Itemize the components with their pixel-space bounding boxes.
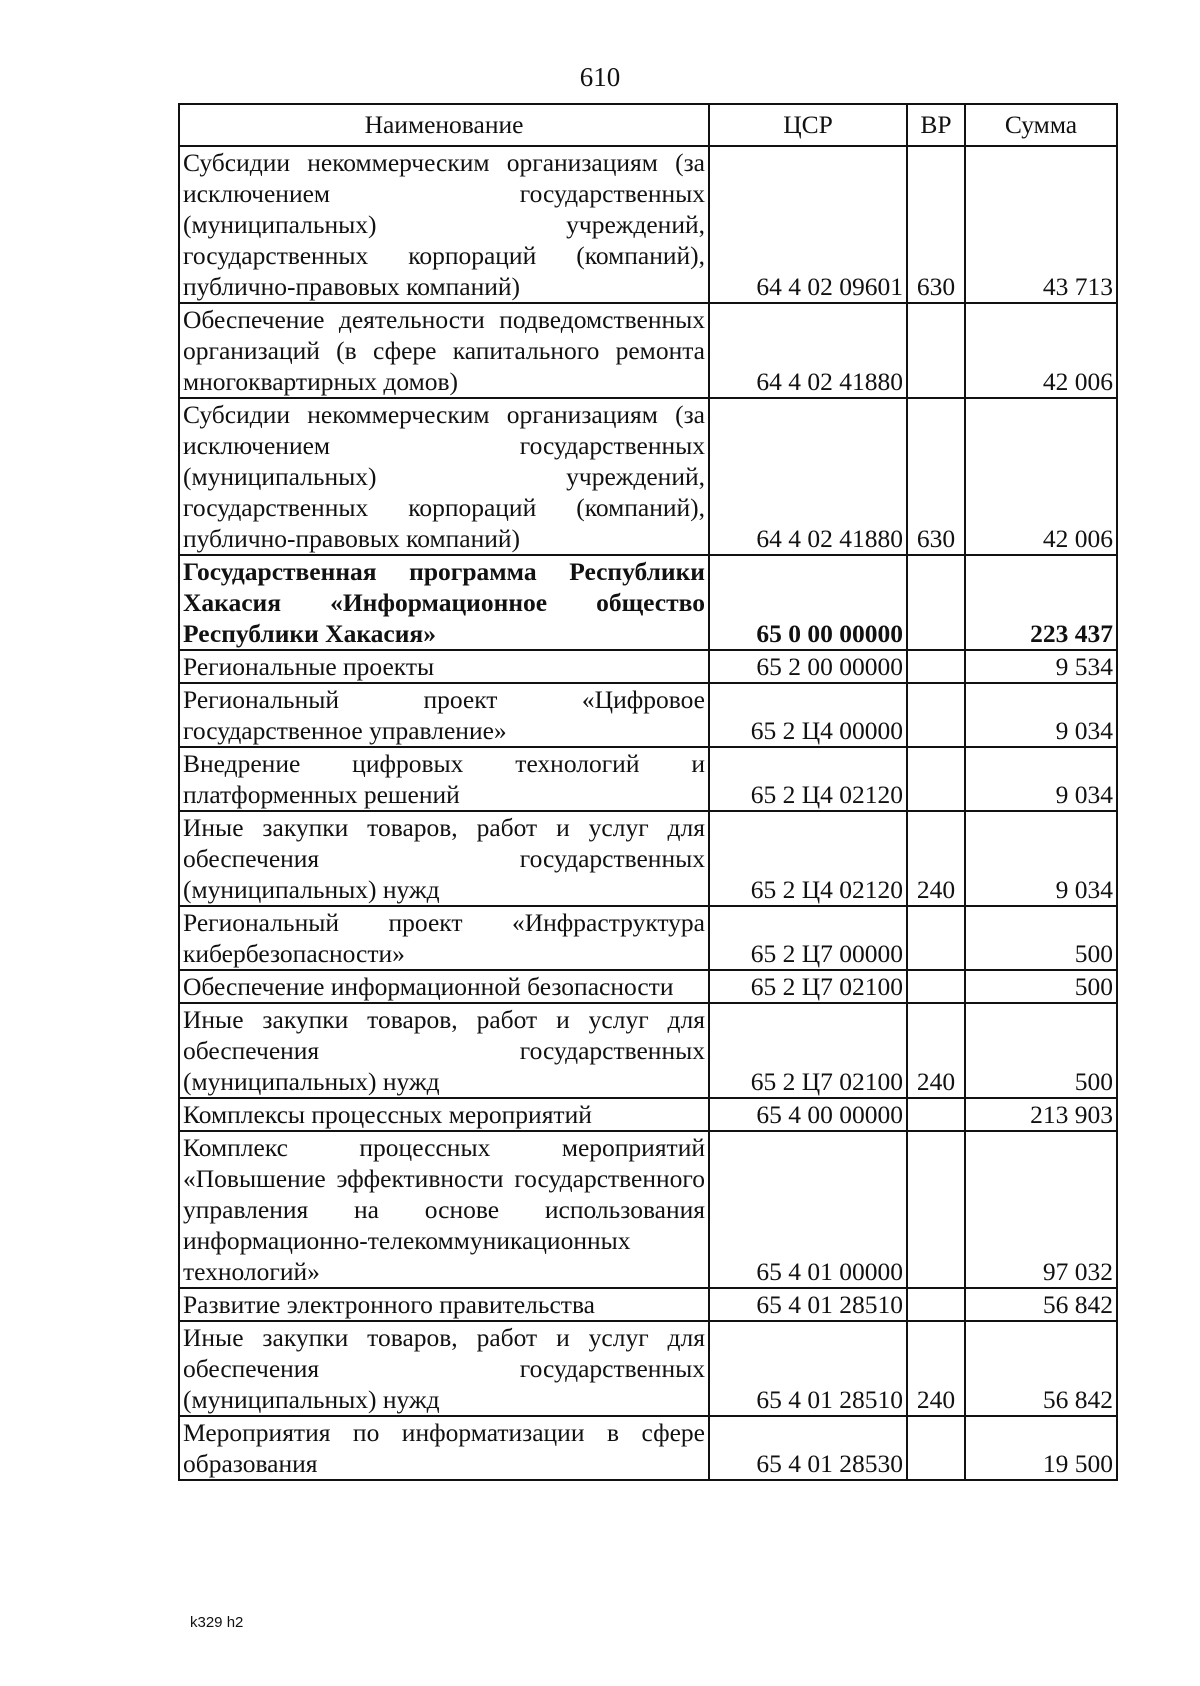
cell-vr: 240 [907, 1321, 965, 1416]
table-header [179, 104, 1117, 146]
cell-csr: 65 0 00 00000 [709, 555, 907, 650]
cell-vr: 240 [907, 1003, 965, 1098]
cell-sum: 19 500 [965, 1416, 1117, 1480]
table-row [179, 303, 1117, 398]
footer-code: k329 h2 [190, 1614, 244, 1631]
header-vr: ВР [907, 104, 965, 146]
cell-name: Развитие электронного правительства [179, 1288, 709, 1321]
cell-csr: 65 2 Ц4 02120 [709, 811, 907, 906]
cell-csr: 65 2 Ц4 02120 [709, 747, 907, 811]
table-row [179, 398, 1117, 555]
cell-vr: 630 [907, 398, 965, 555]
table-row [179, 1098, 1117, 1131]
table-row [179, 1131, 1117, 1288]
cell-sum: 42 006 [965, 398, 1117, 555]
cell-sum: 56 842 [965, 1321, 1117, 1416]
cell-vr [907, 1131, 965, 1288]
cell-sum: 500 [965, 970, 1117, 1003]
cell-csr: 64 4 02 41880 [709, 398, 907, 555]
cell-name: Иные закупки товаров, работ и услуг для обеспечения государственных (муниципальных) нужд [179, 1321, 709, 1416]
cell-sum: 97 032 [965, 1131, 1117, 1288]
cell-name: Иные закупки товаров, работ и услуг для обеспечения государственных (муниципальных) нужд [179, 1003, 709, 1098]
cell-sum: 9 034 [965, 683, 1117, 747]
header-csr: ЦСР [709, 104, 907, 146]
cell-sum: 500 [965, 906, 1117, 970]
cell-name: Комплексы процессных мероприятий [179, 1098, 709, 1131]
cell-sum: 42 006 [965, 303, 1117, 398]
cell-csr: 65 2 Ц7 02100 [709, 970, 907, 1003]
cell-vr [907, 906, 965, 970]
cell-csr: 64 4 02 09601 [709, 146, 907, 303]
cell-vr [907, 1098, 965, 1131]
cell-vr [907, 1416, 965, 1480]
cell-csr: 65 4 01 28530 [709, 1416, 907, 1480]
cell-name: Внедрение цифровых технологий и платформенных решений [179, 747, 709, 811]
budget-table [178, 103, 1118, 1481]
cell-name: Обеспечение деятельности подведомственных организаций (в сфере капитального ремонта многоквартирных домов) [179, 303, 709, 398]
cell-sum: 9 034 [965, 747, 1117, 811]
cell-vr [907, 683, 965, 747]
cell-name: Региональные проекты [179, 650, 709, 683]
cell-sum: 213 903 [965, 1098, 1117, 1131]
table-row [179, 555, 1117, 650]
table-row [179, 1321, 1117, 1416]
cell-vr [907, 650, 965, 683]
cell-csr: 65 2 Ц4 00000 [709, 683, 907, 747]
cell-vr [907, 303, 965, 398]
cell-csr: 65 4 01 00000 [709, 1131, 907, 1288]
cell-sum: 9 034 [965, 811, 1117, 906]
cell-name: Комплекс процессных мероприятий «Повышение эффективности государственного управления на основе использования информационно-телекоммуникационных технологий» [179, 1131, 709, 1288]
cell-sum: 9 534 [965, 650, 1117, 683]
cell-vr: 630 [907, 146, 965, 303]
table-row [179, 650, 1117, 683]
cell-name: Региональный проект «Инфраструктура кибербезопасности» [179, 906, 709, 970]
header-sum: Сумма [965, 104, 1117, 146]
cell-vr [907, 1288, 965, 1321]
cell-csr: 65 4 00 00000 [709, 1098, 907, 1131]
cell-sum: 500 [965, 1003, 1117, 1098]
table-row [179, 146, 1117, 303]
cell-csr: 65 2 Ц7 00000 [709, 906, 907, 970]
header-row [179, 104, 1117, 146]
cell-csr: 65 4 01 28510 [709, 1321, 907, 1416]
cell-vr [907, 555, 965, 650]
cell-vr [907, 747, 965, 811]
page-number: 610 [579, 62, 621, 92]
table-row [179, 747, 1117, 811]
table-row [179, 1003, 1117, 1098]
cell-name: Обеспечение информационной безопасности [179, 970, 709, 1003]
cell-vr: 240 [907, 811, 965, 906]
cell-vr [907, 970, 965, 1003]
table-row [179, 906, 1117, 970]
cell-name: Иные закупки товаров, работ и услуг для обеспечения государственных (муниципальных) нужд [179, 811, 709, 906]
table-row [179, 1288, 1117, 1321]
cell-name: Субсидии некоммерческим организациям (за исключением государственных (муниципальных) учреждений, государственных корпораций (компаний), публично-правовых компаний) [179, 398, 709, 555]
cell-sum: 43 713 [965, 146, 1117, 303]
cell-name: Мероприятия по информатизации в сфере образования [179, 1416, 709, 1480]
cell-csr: 64 4 02 41880 [709, 303, 907, 398]
cell-name: Региональный проект «Цифровое государственное управление» [179, 683, 709, 747]
cell-name: Субсидии некоммерческим организациям (за исключением государственных (муниципальных) учреждений, государственных корпораций (компаний), публично-правовых компаний) [179, 146, 709, 303]
table-row [179, 970, 1117, 1003]
cell-sum: 223 437 [965, 555, 1117, 650]
cell-csr: 65 4 01 28510 [709, 1288, 907, 1321]
cell-sum: 56 842 [965, 1288, 1117, 1321]
table-row [179, 683, 1117, 747]
table-body [179, 146, 1117, 1480]
table-row [179, 811, 1117, 906]
cell-csr: 65 2 00 00000 [709, 650, 907, 683]
table-row [179, 1416, 1117, 1480]
header-name: Наименование [179, 104, 709, 146]
cell-name: Государственная программа Республики Хакасия «Информационное общество Республики Хакасия» [179, 555, 709, 650]
cell-csr: 65 2 Ц7 02100 [709, 1003, 907, 1098]
